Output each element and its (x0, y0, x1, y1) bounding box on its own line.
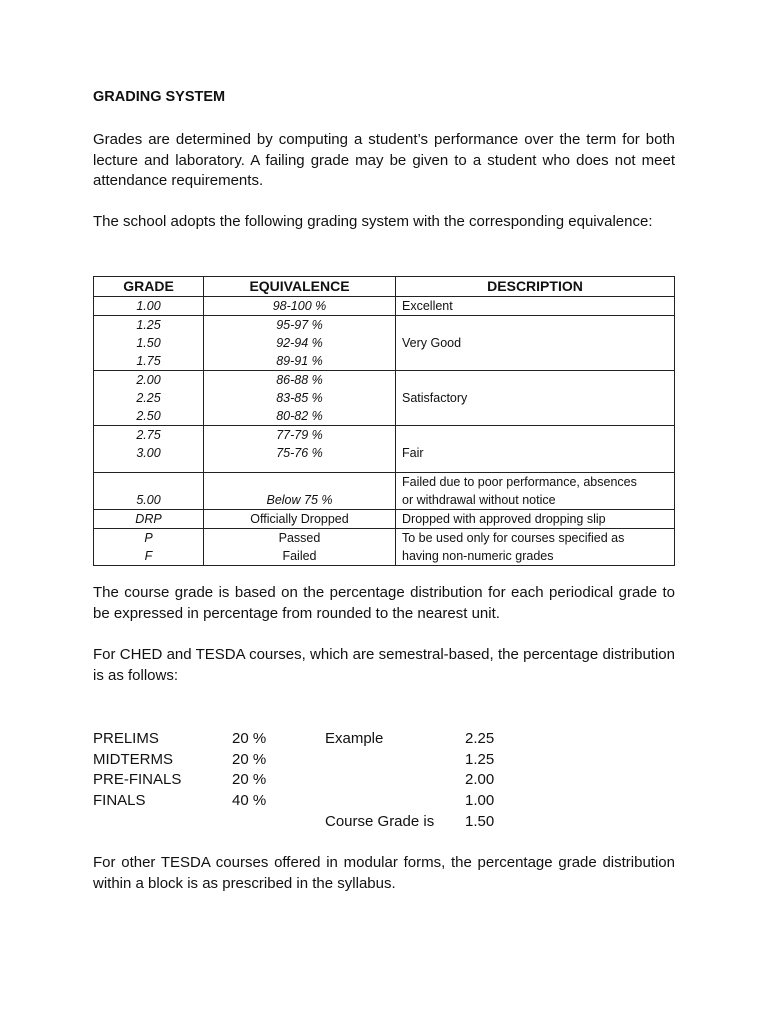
equivalence-cell: Below 75 % (204, 473, 396, 510)
grade-cell: DRP (94, 510, 204, 529)
equivalence-cell: Officially Dropped (204, 510, 396, 529)
equivalence-cell: 77-79 % 75-76 % (204, 426, 396, 473)
description-cell: Fair (396, 426, 675, 473)
course-grade-paragraph: The course grade is based on the percentage distribution for each periodical grade to be expressed in percentage from rounded to the nearest unit. (93, 584, 675, 622)
header-grade: GRADE (94, 277, 204, 297)
example-values: 2.25 1.25 2.00 1.00 (465, 730, 495, 809)
header-equivalence: EQUIVALENCE (204, 277, 396, 297)
table-row (94, 529, 675, 566)
course-grade-label: Course Grade is (325, 813, 435, 830)
intro-paragraph: Grades are determined by computing a student’s performance over the term for both lecture and laboratory. A failing grade may be given to a student who does not meet attendance requirements. (93, 131, 675, 189)
grade-cell: 5.00 (94, 473, 204, 510)
table-row (94, 316, 675, 371)
grade-cell: 2.75 3.00 (94, 426, 204, 473)
grade-cell: P F (94, 529, 204, 566)
distribution-terms: PRELIMS MIDTERMS PRE-FINALS FINALS (93, 730, 182, 809)
equivalence-cell: Passed Failed (204, 529, 396, 566)
table-row (94, 426, 675, 473)
distribution-percents: 20 % 20 % 20 % 40 % (232, 730, 267, 809)
table-row (94, 297, 675, 316)
table-header (94, 277, 675, 297)
course-grade-value: 1.50 (465, 813, 495, 830)
equivalence-cell: 95-97 % 92-94 % 89-91 % (204, 316, 396, 371)
description-cell: Excellent (396, 297, 675, 316)
description-cell: Satisfactory (396, 371, 675, 426)
grade-cell: 1.25 1.50 1.75 (94, 316, 204, 371)
description-cell: To be used only for courses specified as having non-numeric grades (396, 529, 675, 566)
tesda-paragraph: For other TESDA courses offered in modular forms, the percentage grade distribution within a block is as prescribed in the syllabus. (93, 854, 675, 892)
equivalence-intro: The school adopts the following grading system with the corresponding equivalence: (93, 213, 653, 230)
grade-cell: 2.00 2.25 2.50 (94, 371, 204, 426)
table-row (94, 371, 675, 426)
description-cell: Failed due to poor performance, absences or withdrawal without notice (396, 473, 675, 510)
ched-paragraph: For CHED and TESDA courses, which are semestral-based, the percentage distribution is as follows: (93, 646, 675, 684)
description-cell: Dropped with approved dropping slip (396, 510, 675, 529)
page-title: GRADING SYSTEM (93, 89, 226, 105)
header-description: DESCRIPTION (396, 277, 675, 297)
description-cell: Very Good (396, 316, 675, 371)
grading-table (93, 276, 675, 566)
example-label: Example (325, 730, 384, 747)
table-row (94, 510, 675, 529)
equivalence-cell: 98-100 % (204, 297, 396, 316)
table-row (94, 473, 675, 510)
equivalence-cell: 86-88 % 83-85 % 80-82 % (204, 371, 396, 426)
grade-cell: 1.00 (94, 297, 204, 316)
